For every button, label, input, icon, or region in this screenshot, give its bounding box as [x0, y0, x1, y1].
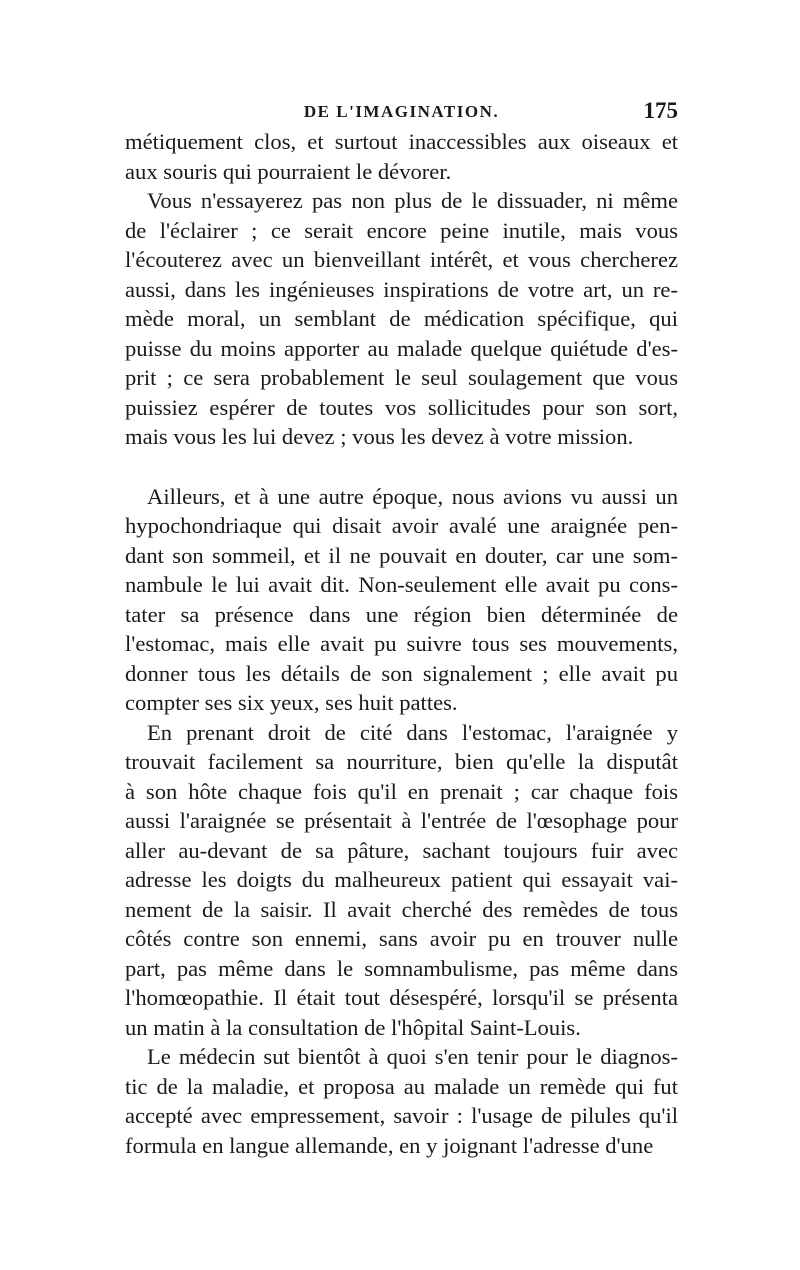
text-line: mais vous les lui devez ; vous les devez à votre mission. [125, 424, 634, 449]
paragraph [125, 482, 678, 718]
text-line: compter ses six yeux, ses huit pattes. [125, 690, 458, 715]
page-number: 175 [643, 98, 678, 123]
text-line: l'estomac, mais elle avait pu suivre tous ses mouvements, [125, 631, 678, 656]
text-line: aller au-devant de sa pâture, sachant toujours fuir avec [125, 837, 678, 863]
text-line: de l'éclairer ; ce serait encore peine inutile, mais vous [125, 217, 678, 243]
text-line: part, pas même dans le somnambulisme, pas même dans [125, 955, 678, 981]
text-line: adresse les doigts du malheureux patient qui essayait vai- [125, 867, 678, 892]
text-line: trouvait facilement sa nourriture, bien qu'elle la disputât [125, 749, 678, 774]
text-line: métiquement clos, et surtout inaccessibles aux oiseaux et [125, 129, 678, 154]
text-line: prit ; ce sera probablement le seul soulagement que vous [125, 365, 678, 390]
text-line: hypochondriaque qui disait avoir avalé une araignée pen- [125, 513, 678, 538]
text-line: puissiez espérer de toutes vos sollicitudes pour son sort, [125, 394, 678, 420]
body-text [125, 127, 678, 1160]
text-line: tater sa présence dans une région bien déterminée de [125, 601, 678, 627]
running-title: DE L'IMAGINATION. [303, 102, 500, 121]
text-line: aussi, dans les ingénieuses inspirations de votre art, un re- [125, 276, 678, 302]
text-line: à son hôte chaque fois qu'il en prenait ; car chaque fois [125, 778, 678, 804]
text-line: donner tous les détails de son signalement ; elle avait pu [125, 660, 678, 686]
text-line: Vous n'essayerez pas non plus de le dissuader, ni même [147, 188, 678, 213]
text-line: mède moral, un semblant de médication spécifique, qui [125, 306, 678, 331]
paragraph-gap [125, 452, 678, 482]
text-line: côtés contre son ennemi, sans avoir pu en trouver nulle [125, 926, 678, 951]
text-line: l'homœopathie. Il était tout désespéré, lorsqu'il se présenta [125, 985, 678, 1010]
text-line: accepté avec empressement, savoir : l'usage de pilules qu'il [125, 1103, 678, 1128]
paragraph [125, 186, 678, 452]
text-line: dant son sommeil, et il ne pouvait en douter, car une som- [125, 542, 678, 568]
paragraph [125, 718, 678, 1043]
text-line: En prenant droit de cité dans l'estomac, l'araignée y [147, 719, 678, 745]
text-line: nambule le lui avait dit. Non-seulement elle avait pu cons- [125, 572, 678, 597]
text-line: un matin à la consultation de l'hôpital Saint-Louis. [125, 1014, 581, 1040]
running-head [125, 98, 678, 128]
paragraph [125, 127, 678, 186]
text-line: puisse du moins apporter au malade quelque quiétude d'es- [125, 335, 678, 361]
text-line: nement de la saisir. Il avait cherché des remèdes de tous [125, 896, 678, 922]
text-line: aux souris qui pourraient le dévorer. [125, 158, 452, 184]
paragraph [125, 1042, 678, 1160]
text-line: formula en langue allemande, en y joignant l'adresse d'une [125, 1132, 654, 1158]
text-line: Ailleurs, et à une autre époque, nous avions vu aussi un [147, 483, 678, 509]
text-line: Le médecin sut bientôt à quoi s'en tenir pour le diagnos- [147, 1044, 678, 1069]
text-line: tic de la maladie, et proposa au malade un remède qui fut [125, 1073, 678, 1099]
text-line: aussi l'araignée se présentait à l'entrée de l'œsophage pour [125, 808, 678, 833]
text-line: l'écouterez avec un bienveillant intérêt, et vous chercherez [125, 247, 678, 272]
